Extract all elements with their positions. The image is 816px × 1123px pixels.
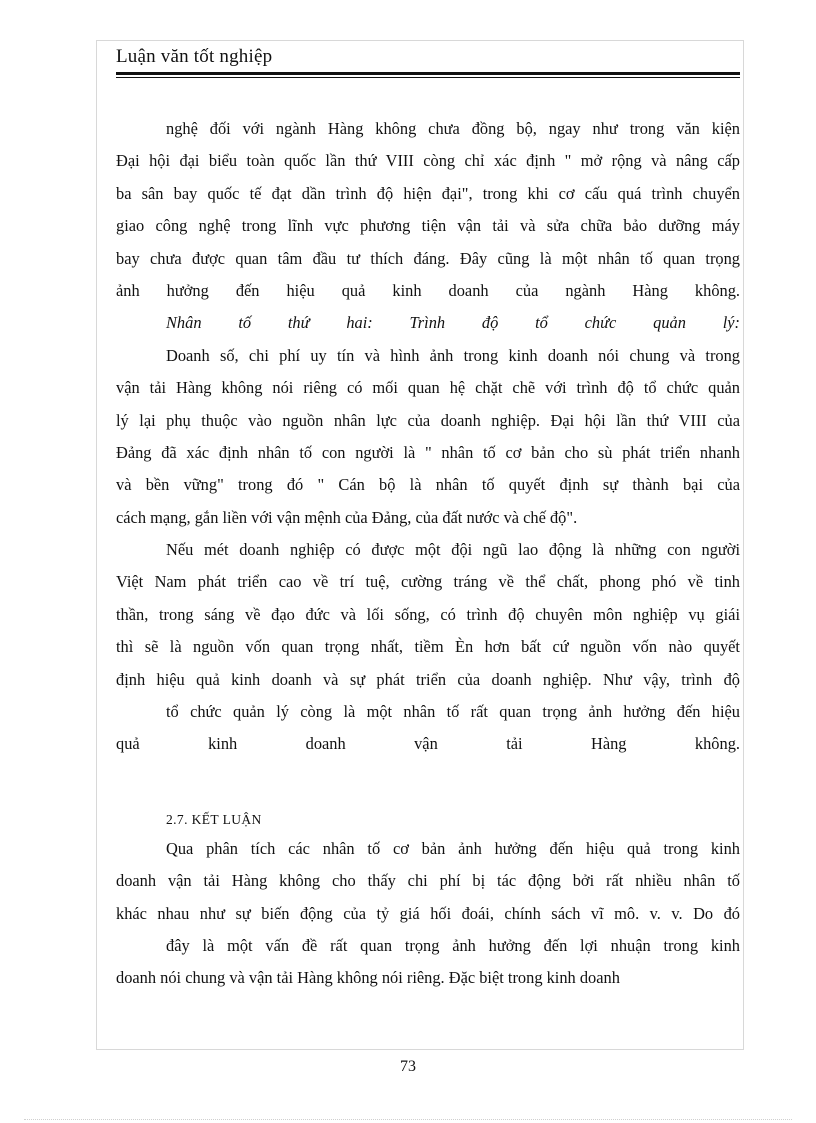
paragraph-line: nghệ đối với ngành Hàng không chưa đồng bộ, ngay như trong văn kiện [166, 119, 740, 138]
paragraph-line: giao công nghệ trong lĩnh vực phương tiện vận tải và sửa chữa bảo dưỡng máy [116, 216, 740, 236]
page-body [116, 113, 740, 995]
paragraph-line: doanh nói chung và vận tải Hàng không nói riêng. Đặc biệt trong kinh doanh [116, 968, 620, 988]
paragraph-3 [116, 534, 740, 761]
paragraph-line: đây là một vấn đề rất quan trọng ảnh hưởng đến lợi nhuận trong kinh [166, 935, 740, 955]
paragraph-line: doanh vận tải Hàng không cho thấy chi phí bị tác động bởi rất nhiều nhân tố [116, 871, 740, 891]
paragraph-line: vận tải Hàng không nói riêng có mối quan hệ chặt chẽ với trình độ tổ chức quản [116, 378, 740, 398]
paragraph-line: Việt Nam phát triển cao về trí tuệ, cường tráng về thể chất, phong phó về tinh [116, 572, 740, 592]
paragraph-line: tổ chức quản lý còng là một nhân tố rất quan trọng ảnh hưởng đến hiệu [166, 702, 740, 722]
factor-heading: Nhân tố thứ hai: Trình độ tổ chức quản lý: [166, 313, 740, 333]
header-rule-thick [116, 72, 740, 75]
page-number: 73 [400, 1058, 416, 1075]
paragraph-line: Nếu mét doanh nghiệp có được một đội ngũ lao động là những con người [166, 540, 740, 560]
paragraph-line: thì sẽ là nguồn vốn quan trọng nhất, tiềm Èn hơn bất cứ nguồn vốn nào quyết [116, 637, 740, 657]
paragraph-2 [116, 340, 740, 534]
section-heading: 2.7. KẾT LUẬN [166, 811, 262, 827]
paragraph-line: định hiệu quả kinh doanh và sự phát triển của doanh nghiệp. Như vậy, trình độ [116, 669, 740, 689]
page-bottom-divider [24, 1119, 792, 1120]
paragraph-line: cách mạng, gắn liền với vận mệnh của Đảng, của đất nước và chế độ". [116, 507, 578, 527]
paragraph-4 [116, 833, 740, 995]
paragraph-line: ba sân bay quốc tế đạt dần trình độ hiện đại", trong khi cơ cấu quá trình chuyển [116, 183, 740, 203]
section-spacer [116, 761, 740, 803]
paragraph-line: lý lại phụ thuộc vào nguồn nhân lực của doanh nghiệp. Đại hội lần thứ VIII của [116, 410, 740, 430]
paragraph-line: khác nhau như sự biến động của tỷ giá hối đoái, chính sách vĩ mô. v. v. Do đó [116, 903, 740, 923]
paragraph-line: Đại hội đại biểu toàn quốc lần thứ VIII còng chỉ xác định " mở rộng và nâng cấp [116, 151, 740, 171]
document-header-title: Luận văn tốt nghiệp [116, 46, 273, 67]
paragraph-line: quả kinh doanh vận tải Hàng không. [116, 734, 740, 754]
paragraph-line: Doanh số, chi phí uy tín và hình ảnh trong kinh doanh nói chung và trong [166, 345, 740, 365]
paragraph-line: Đảng đã xác định nhân tố con người là " nhân tố cơ bản cho sù phát triển nhanh [116, 442, 740, 462]
paragraph-line: ảnh hưởng đến hiệu quả kinh doanh của ngành Hàng không. [116, 280, 740, 300]
paragraph-line: bay chưa được quan tâm đầu tư thích đáng. Đây cũng là một nhân tố quan trọng [116, 248, 740, 268]
paragraph-1 [116, 113, 740, 307]
paragraph-line: thần, trong sáng về đạo đức và lối sống, có trình độ chuyên môn nghiệp vụ giái [116, 604, 740, 624]
paragraph-line: Qua phân tích các nhân tố cơ bản ảnh hưởng đến hiệu quả trong kinh [166, 838, 740, 858]
header-rule-thin [116, 77, 740, 78]
paragraph-line: và bền vững" trong đó " Cán bộ là nhân tố quyết định sự thành bại của [116, 475, 740, 495]
